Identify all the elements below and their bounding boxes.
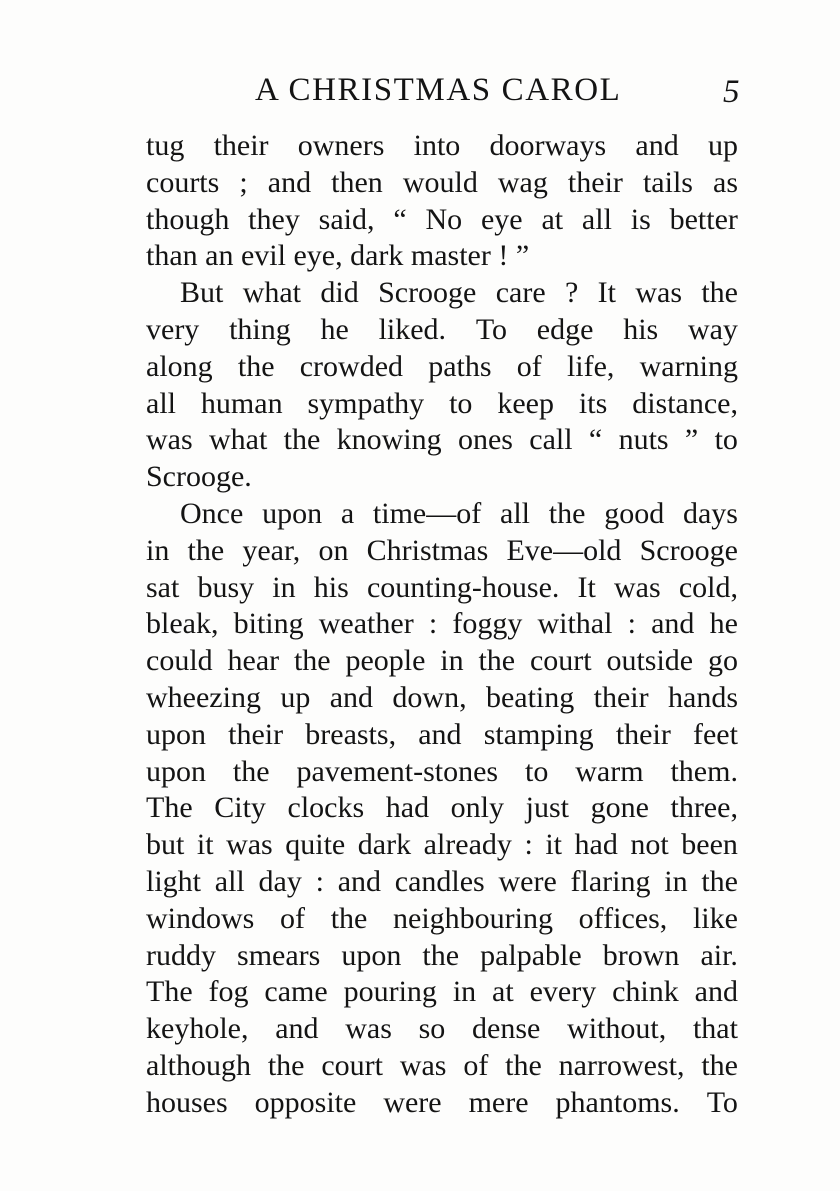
word: along <box>146 350 213 383</box>
word: windows <box>146 902 255 935</box>
word: doorways <box>489 129 607 162</box>
word: he <box>709 607 738 640</box>
word: warning <box>639 350 738 383</box>
text-line <box>146 642 738 679</box>
word: his <box>313 571 349 604</box>
text-line <box>180 495 738 532</box>
word: houses <box>146 1086 228 1119</box>
word: were <box>383 1086 442 1119</box>
word: the <box>232 755 270 788</box>
word: but <box>146 828 185 861</box>
word: opposite <box>254 1086 357 1119</box>
text-line <box>146 789 738 826</box>
word: was <box>399 1049 447 1082</box>
word: could <box>146 644 213 677</box>
word: all <box>500 497 530 530</box>
word: although <box>146 1049 251 1082</box>
word: the <box>548 497 586 530</box>
word: better <box>669 203 738 236</box>
word: hear <box>227 644 280 677</box>
word: care <box>495 276 546 309</box>
word: time—of <box>372 497 482 530</box>
word: them. <box>670 755 738 788</box>
word: was <box>345 1012 392 1045</box>
word: their <box>567 166 623 199</box>
word: air. <box>700 939 738 972</box>
word: at <box>541 203 564 236</box>
word: up <box>280 681 311 714</box>
word: his <box>623 313 659 346</box>
word: every <box>529 975 597 1008</box>
word: phantoms. <box>555 1086 680 1119</box>
word: the <box>267 1049 305 1082</box>
word: flaring <box>570 865 651 898</box>
word: ? <box>565 276 579 309</box>
word: tug <box>146 129 185 162</box>
word: very <box>146 313 200 346</box>
word: in <box>452 975 477 1008</box>
word: palpable <box>480 939 582 972</box>
word: court <box>529 644 592 677</box>
word: upon <box>262 497 323 530</box>
text-line <box>146 1010 738 1047</box>
word: ; <box>239 166 248 199</box>
word: keyhole, <box>146 1012 249 1045</box>
text-line <box>146 973 738 1010</box>
word: like <box>692 902 738 935</box>
word: he <box>320 313 349 346</box>
word: ones <box>457 423 513 456</box>
word: ruddy <box>146 939 216 972</box>
word: not <box>630 828 669 861</box>
word: and <box>275 1012 319 1045</box>
word: all <box>146 387 176 420</box>
word: the <box>701 865 738 898</box>
word: “ <box>393 203 407 236</box>
word: three, <box>670 791 738 824</box>
word: edge <box>536 313 594 346</box>
word: said, <box>318 203 375 236</box>
word: that <box>692 1012 738 1045</box>
word: the <box>237 350 275 383</box>
word: wheezing <box>146 681 261 714</box>
text-line <box>146 716 738 753</box>
word: bleak, <box>146 607 219 640</box>
word: Christmas <box>366 534 489 567</box>
word: “ <box>588 423 603 456</box>
word: days <box>682 497 738 530</box>
word: light <box>146 865 202 898</box>
word: and <box>329 681 374 714</box>
word: paths <box>428 350 492 383</box>
word: distance, <box>632 387 738 420</box>
word: chink <box>612 975 679 1008</box>
text-line <box>146 311 738 348</box>
word: the <box>505 1049 542 1082</box>
word: into <box>413 129 461 162</box>
word: so <box>418 1012 446 1045</box>
word: already <box>423 828 512 861</box>
word: though <box>146 203 230 236</box>
word: hands <box>668 681 738 714</box>
word: candles <box>394 865 485 898</box>
text-line: than an evil eye, dark master ! ” <box>146 239 530 272</box>
word: what <box>242 276 302 309</box>
word: call <box>529 423 573 456</box>
word: sympathy <box>307 387 425 420</box>
text-line <box>146 900 738 937</box>
text-line <box>146 826 738 863</box>
word: go <box>707 644 738 677</box>
word: busy <box>197 571 255 604</box>
word: in <box>146 534 170 567</box>
word: the <box>187 534 225 567</box>
text-line <box>146 753 738 790</box>
word: owners <box>297 129 385 162</box>
word: City <box>214 791 266 824</box>
word: was <box>146 423 193 456</box>
word: the <box>701 1049 738 1082</box>
word: then <box>331 166 383 199</box>
word: just <box>525 791 569 824</box>
word: would <box>402 166 478 199</box>
text-line <box>146 1084 738 1121</box>
word: its <box>578 387 608 420</box>
word: counting-house. <box>366 571 560 604</box>
word: the <box>422 939 460 972</box>
word: : <box>428 607 438 640</box>
running-head <box>0 70 840 114</box>
word: their <box>593 681 649 714</box>
text-line <box>146 937 738 974</box>
word: To <box>475 313 508 346</box>
word: feet <box>692 718 738 751</box>
word: good <box>604 497 665 530</box>
word: : <box>627 607 636 640</box>
word: smears <box>237 939 321 972</box>
word: The <box>146 791 193 824</box>
text-line <box>146 679 738 716</box>
word: the <box>293 644 331 677</box>
word: It <box>577 571 596 604</box>
text-line <box>146 127 738 164</box>
word: foggy <box>452 607 523 640</box>
word: a <box>340 497 355 530</box>
word: neighbouring <box>393 902 553 935</box>
word: people <box>345 644 426 677</box>
text-line <box>146 569 738 606</box>
word: dark <box>357 828 412 861</box>
word: was <box>614 571 661 604</box>
word: : <box>524 828 533 861</box>
word: Scrooge <box>639 534 738 567</box>
word: tails <box>642 166 693 199</box>
text-line <box>146 348 738 385</box>
word: did <box>320 276 359 309</box>
word: wag <box>497 166 548 199</box>
word: the <box>478 644 516 677</box>
word: crowded <box>299 350 404 383</box>
word: quite <box>285 828 346 861</box>
page-number: 5 <box>723 74 740 110</box>
word: human <box>200 387 283 420</box>
word: had <box>574 828 618 861</box>
word: it <box>545 828 562 861</box>
word: and <box>694 975 738 1008</box>
word: were <box>498 865 557 898</box>
word: to <box>449 387 473 420</box>
word: they <box>248 203 300 236</box>
word: the <box>330 902 368 935</box>
word: eye <box>480 203 523 236</box>
word: on <box>318 534 349 567</box>
word: what <box>208 423 268 456</box>
text-line <box>180 274 738 311</box>
word: biting <box>233 607 304 640</box>
word: their <box>228 718 284 751</box>
text-line <box>146 385 738 422</box>
word: No <box>425 203 463 236</box>
word: all <box>581 203 612 236</box>
word: Once <box>180 497 244 530</box>
word: year, <box>242 534 301 567</box>
word: Scrooge <box>378 276 477 309</box>
word: fog <box>208 975 249 1008</box>
word: the <box>283 423 321 456</box>
word: life, <box>566 350 615 383</box>
word: down, <box>392 681 467 714</box>
word: weather <box>318 607 414 640</box>
word: Eve—old <box>506 534 622 567</box>
word: breasts, <box>305 718 397 751</box>
word: warm <box>575 755 644 788</box>
word: only <box>450 791 505 824</box>
word: to <box>524 755 549 788</box>
word: without, <box>567 1012 667 1045</box>
word: dense <box>472 1012 541 1045</box>
word: in <box>272 571 296 604</box>
word: is <box>630 203 651 236</box>
word: The <box>146 975 193 1008</box>
word: court <box>321 1049 383 1082</box>
text-line <box>146 164 738 201</box>
word: to <box>714 423 738 456</box>
word: withal <box>537 607 613 640</box>
word: their <box>213 129 269 162</box>
word: cold, <box>678 571 738 604</box>
word: thing <box>229 313 291 346</box>
word: upon <box>146 718 206 751</box>
word: stamping <box>483 718 594 751</box>
word: outside <box>606 644 694 677</box>
word: offices, <box>578 902 668 935</box>
word: pavement-stones <box>296 755 499 788</box>
word: liked. <box>378 313 447 346</box>
word: of <box>516 350 542 383</box>
word: and <box>337 865 382 898</box>
text-line <box>146 863 738 900</box>
word: and <box>418 718 462 751</box>
word: sat <box>146 571 180 604</box>
word: of <box>280 902 306 935</box>
word: clocks <box>287 791 365 824</box>
word: all <box>214 865 245 898</box>
word: courts <box>146 166 220 199</box>
word: was <box>226 828 273 861</box>
word: knowing <box>336 423 442 456</box>
word: pouring <box>343 975 437 1008</box>
running-title: A CHRISTMAS CAROL <box>255 72 622 108</box>
text-line <box>146 605 738 642</box>
text-line: Scrooge. <box>146 460 252 493</box>
word: upon <box>341 939 402 972</box>
word: as <box>713 166 738 199</box>
word: and <box>267 166 312 199</box>
text-line <box>146 421 738 458</box>
word: keep <box>497 387 554 420</box>
word: mere <box>468 1086 529 1119</box>
word: beating <box>485 681 575 714</box>
word: To <box>706 1086 738 1119</box>
word: : <box>315 865 324 898</box>
word: and <box>651 607 695 640</box>
word: the <box>701 276 738 309</box>
word: it <box>196 828 214 861</box>
text-line <box>146 532 738 569</box>
word: It <box>597 276 616 309</box>
word: ” <box>684 423 699 456</box>
word: was <box>635 276 682 309</box>
body-text <box>146 127 738 1137</box>
word: their <box>615 718 671 751</box>
word: gone <box>590 791 649 824</box>
word: of <box>463 1049 489 1082</box>
word: narrowest, <box>558 1049 685 1082</box>
word: brown <box>602 939 680 972</box>
word: at <box>492 975 514 1008</box>
word: day <box>258 865 302 898</box>
text-line <box>146 1047 738 1084</box>
word: came <box>264 975 328 1008</box>
word: and <box>635 129 679 162</box>
word: nuts <box>618 423 669 456</box>
word: in <box>664 865 688 898</box>
word: been <box>681 828 738 861</box>
word: way <box>687 313 738 346</box>
word: upon <box>146 755 206 788</box>
word: had <box>385 791 430 824</box>
word: in <box>440 644 464 677</box>
word: up <box>707 129 738 162</box>
text-line <box>146 201 738 238</box>
word: But <box>180 276 224 309</box>
